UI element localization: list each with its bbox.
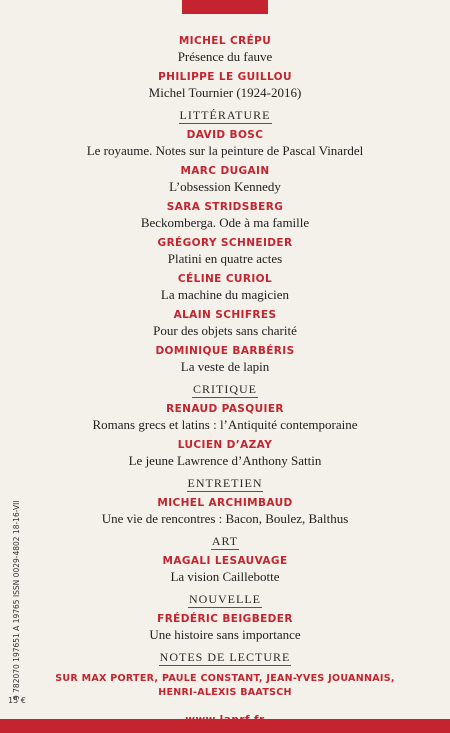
- entry-title: Une histoire sans importance: [149, 627, 301, 642]
- top-red-band: [182, 0, 268, 14]
- spine-code: 9 782070 197651 A 19765 ISSN 0029-4802 18-16-VII: [12, 500, 21, 700]
- table-of-contents: [30, 34, 420, 726]
- entry-author: MARC DUGAIN: [180, 165, 270, 177]
- notes-authors-line: SUR MAX PORTER, PAULE CONSTANT, JEAN-YVES JOUANNAIS,: [55, 673, 395, 684]
- intro-entry: [30, 34, 420, 65]
- bottom-red-band: [0, 719, 450, 733]
- entry-author: GRÉGORY SCHNEIDER: [157, 237, 293, 249]
- entry-author: CÉLINE CURIOL: [177, 273, 273, 285]
- entry-author: MICHEL ARCHIMBAUD: [157, 497, 293, 509]
- entry-author: DAVID BOSC: [186, 129, 264, 141]
- entry-author: RENAUD PASQUIER: [166, 403, 284, 415]
- entry-title: Platini en quatre actes: [167, 251, 283, 266]
- section-heading-litterature: LITTÉRATURE: [179, 108, 271, 122]
- entry-author: FRÉDÉRIC BEIGBEDER: [157, 613, 293, 625]
- entry-title: Une vie de rencontres : Bacon, Boulez, Balthus: [101, 511, 349, 526]
- entry-title: Romans grecs et latins : l’Antiquité contemporaine: [92, 417, 358, 432]
- entry-title: Pour des objets sans charité: [153, 323, 297, 338]
- entry-title: Beckomberga. Ode à ma famille: [140, 215, 310, 230]
- intro-entry: [30, 70, 420, 101]
- price-label: 15 €: [8, 696, 26, 705]
- entry-author: DOMINIQUE BARBÉRIS: [155, 345, 295, 357]
- section-heading-critique: CRITIQUE: [193, 382, 257, 396]
- entry-title: La veste de lapin: [180, 359, 270, 374]
- entry-author: SARA STRIDSBERG: [166, 201, 284, 213]
- section-heading-nouvelle: NOUVELLE: [189, 592, 261, 606]
- entry-title: L’obsession Kennedy: [169, 179, 281, 194]
- entry-author: MAGALI LESAUVAGE: [162, 555, 288, 567]
- entry-author: PHILIPPE LE GUILLOU: [158, 71, 292, 83]
- entry-title: La vision Caillebotte: [170, 569, 280, 584]
- entry-title: Le royaume. Notes sur la peinture de Pascal Vinardel: [86, 143, 364, 158]
- entry-title: Le jeune Lawrence d’Anthony Sattin: [128, 453, 322, 468]
- entry-title: Présence du fauve: [177, 49, 273, 64]
- entry-author: MICHEL CRÉPU: [178, 35, 272, 47]
- section-heading-art: ART: [211, 534, 239, 548]
- entry-title: La machine du magicien: [160, 287, 290, 302]
- entry-author: LUCIEN D’AZAY: [177, 439, 273, 451]
- section-heading-notes: NOTES DE LECTURE: [159, 650, 291, 664]
- entry-title: Michel Tournier (1924-2016): [148, 85, 302, 100]
- notes-authors-line: HENRI-ALEXIS BAATSCH: [158, 687, 292, 698]
- entry-author: ALAIN SCHIFRES: [173, 309, 277, 321]
- section-heading-entretien: ENTRETIEN: [187, 476, 263, 490]
